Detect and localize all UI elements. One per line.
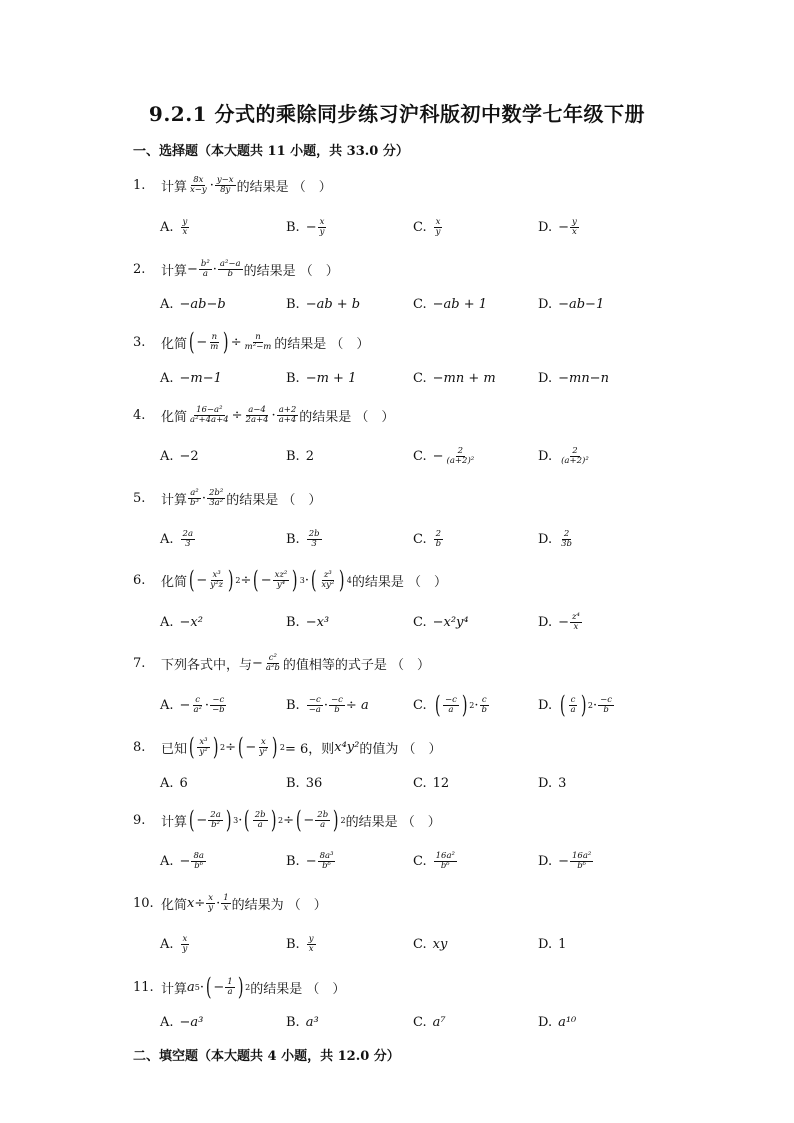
option-b[interactable]: B. −ab + b xyxy=(286,296,361,312)
option-c[interactable]: C. −mn + m xyxy=(413,370,496,386)
option-a[interactable]: A. −ab−b xyxy=(160,296,226,312)
option-a[interactable]: A. −m−1 xyxy=(160,370,222,386)
option-b[interactable]: B. a³ xyxy=(286,1014,319,1030)
section-heading-choice: 一、选择题（本大题共 11 小题，共 33.0 分） xyxy=(133,144,409,159)
section-heading-fill: 二、填空题（本大题共 4 小题，共 12.0 分） xyxy=(133,1049,400,1064)
fraction: 8x x−y xyxy=(190,174,207,195)
question-1: 1. 计算 8x x−y · y−x 8y 的结果是 （ ） xyxy=(133,174,332,195)
option-c[interactable]: C. − 2 (a+2)² xyxy=(413,445,475,466)
option-b[interactable]: B. y x xyxy=(286,933,314,954)
fraction: y−x 8y xyxy=(216,174,234,195)
option-b[interactable]: B. −m + 1 xyxy=(286,370,357,386)
question-11: 11. 计算 a 5 · ( − 1 a ) 2 的结果是 （ ） xyxy=(133,973,346,1001)
question-stem-end: 的结果是 （ ） xyxy=(236,179,332,195)
option-c[interactable]: C. x y xyxy=(413,216,441,237)
option-c[interactable]: C. 16a² b⁶ xyxy=(413,850,455,871)
option-d[interactable]: D. − y x xyxy=(538,216,577,237)
question-7: 7. 下列各式中，与 − c² a²b 的值相等的式子是 （ ） xyxy=(133,652,430,673)
option-a[interactable]: A. −a³ xyxy=(160,1014,204,1030)
option-b[interactable]: B. − 8a³ b⁶ xyxy=(286,850,334,871)
option-a[interactable]: A. x y xyxy=(160,933,188,954)
question-6: 6. 化简 ( − x³ y²z ) 2 ÷ ( − xz² y⁴ ) 3 · ( z³ xy² ) 4 的结果是 （ ） xyxy=(133,566,447,594)
option-c[interactable]: C. −x²y⁴ xyxy=(413,614,469,630)
question-number: 1. xyxy=(133,177,146,193)
option-c[interactable]: C. xy xyxy=(413,936,448,952)
option-d[interactable]: D. − z⁴ x xyxy=(538,611,580,632)
question-8: 8. 已知 ( x³ y² ) 2 ÷ ( − x y² ) 2 = 6，则 x⁴y² 的值为 （ ） xyxy=(133,733,442,761)
question-10: 10. 化简 x ÷ x y · 1 x 的结果为 （ ） xyxy=(133,892,327,913)
question-2: 2. 计算 − b² a · a²−a b 的结果是 （ ） xyxy=(133,258,339,279)
option-a[interactable]: A. 2a 3 xyxy=(160,528,194,549)
option-c[interactable]: C. ( −c a ) 2 · c b xyxy=(413,691,487,719)
option-b[interactable]: B. 2 xyxy=(286,448,314,464)
option-d[interactable]: D. −mn−n xyxy=(538,370,609,386)
option-c[interactable]: C. −ab + 1 xyxy=(413,296,488,312)
option-d[interactable]: D. 2 3b xyxy=(538,528,572,549)
option-a[interactable]: A. − 8a b⁶ xyxy=(160,850,204,871)
option-b[interactable]: B. 36 xyxy=(286,775,323,791)
option-c[interactable]: C. a⁷ xyxy=(413,1014,446,1030)
option-d[interactable]: D. 2 (a+2)² xyxy=(538,445,589,466)
option-c[interactable]: C. 12 xyxy=(413,775,450,791)
option-d[interactable]: D. a¹⁰ xyxy=(538,1014,577,1030)
question-3: 3. 化简 ( − n m ) ÷ n m²−m 的结果是 （ ） xyxy=(133,328,370,356)
question-stem: 计算 xyxy=(161,179,188,195)
option-a[interactable]: A. 6 xyxy=(160,775,188,791)
option-d[interactable]: D. − 16a² b⁶ xyxy=(538,850,592,871)
option-a[interactable]: A. − c a² · −c −b xyxy=(160,694,225,715)
option-d[interactable]: D. 1 xyxy=(538,936,567,952)
option-b[interactable]: B. −c −a · $\frac{-c}{b}$ ÷ a xyxy=(286,694,369,715)
question-9: 9. 计算 ( − 2a b² ) 3 · ( 2b a ) 2 ÷ ( − 2b a ) 2 的结果是 （ ） xyxy=(133,806,441,834)
option-a[interactable]: A. −x² xyxy=(160,614,203,630)
option-a[interactable]: A. y x xyxy=(160,216,188,237)
option-c[interactable]: C. 2 b xyxy=(413,528,442,549)
option-d[interactable]: D. ( c a ) 2 · −c b xyxy=(538,691,613,719)
option-a[interactable]: A. −2 xyxy=(160,448,199,464)
option-d[interactable]: D. −ab−1 xyxy=(538,296,605,312)
option-d[interactable]: D. 3 xyxy=(538,775,567,791)
option-b[interactable]: B. − x y xyxy=(286,216,325,237)
option-b[interactable]: B. −x³ xyxy=(286,614,330,630)
question-5: 5. 计算 a² b³ · 2b² 3a² 的结果是 （ ） xyxy=(133,487,322,508)
page-title: 9.2.1 分式的乘除同步练习沪科版初中数学七年级下册 xyxy=(148,102,646,126)
option-b[interactable]: B. 2b 3 xyxy=(286,528,320,549)
question-4: 4. 化简 16−a² a²+4a+4 ÷ a−4 2a+4 · a+2 a+4 的结果是 （ ） xyxy=(133,404,395,425)
